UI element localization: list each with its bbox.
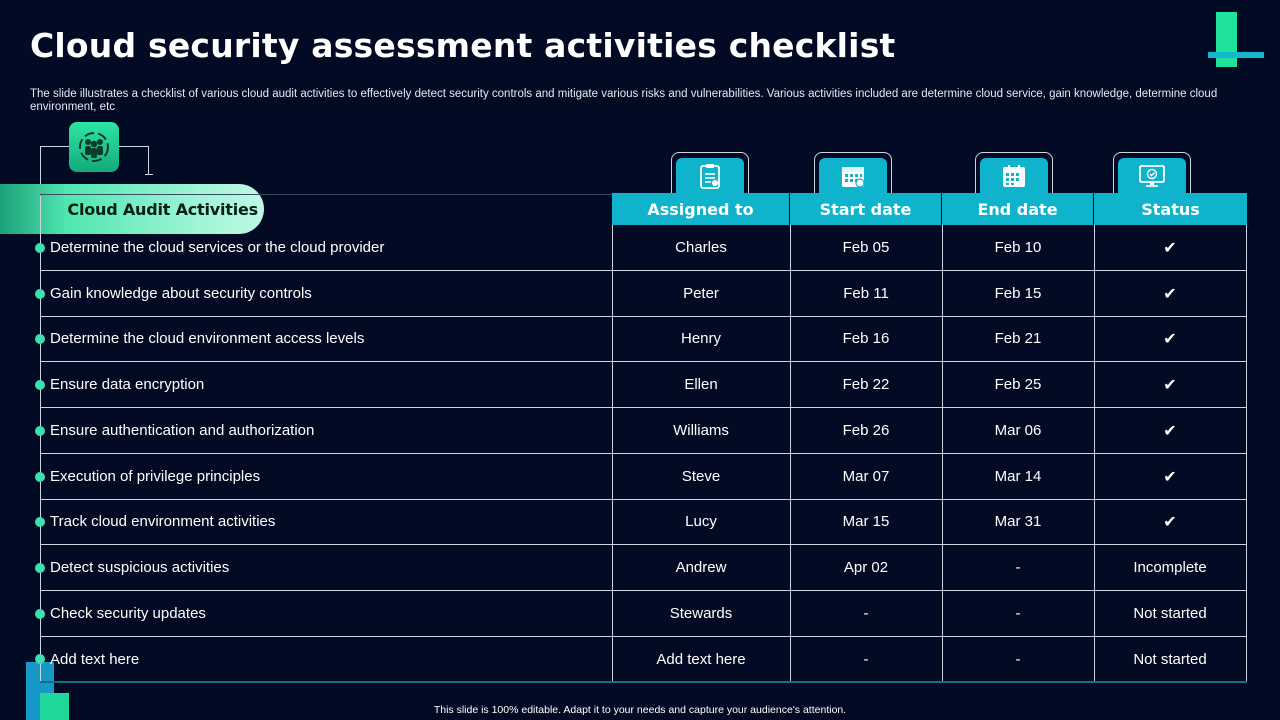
assigned-cell: Add text here (656, 650, 746, 668)
header-status: Status (1094, 193, 1247, 225)
bracket-tick (145, 174, 153, 175)
row-bullet (35, 380, 45, 390)
assigned-cell: Charles (675, 239, 727, 256)
assigned-cell: Ellen (684, 376, 718, 393)
status-cell: ✔ (1163, 468, 1177, 486)
assigned-cell: Andrew (675, 559, 727, 576)
header-end-date: End date (942, 193, 1094, 225)
row-bullet (35, 243, 45, 253)
deco-top-right-bar (1216, 12, 1237, 67)
checklist-table (40, 225, 1247, 682)
deco-top-right-stripe (1208, 52, 1264, 58)
status-cell: ✔ (1163, 513, 1177, 531)
assigned-cell: Steve (681, 468, 721, 485)
table-row (40, 362, 1247, 408)
status-cell: ✔ (1163, 422, 1177, 440)
start-date-cell: Feb 05 (842, 239, 890, 256)
row-bullet (35, 289, 45, 299)
row-bullet (35, 654, 45, 664)
status-cell: ✔ (1163, 330, 1177, 348)
table-row (40, 545, 1247, 591)
start-date-cell: Feb 22 (842, 376, 890, 393)
calendar-clock-icon (1001, 163, 1027, 189)
status-cell: Incomplete (1133, 559, 1207, 576)
assigned-cell: Stewards (669, 605, 733, 622)
row-bullet (35, 472, 45, 482)
activity-cell: Ensure authentication and authorization (50, 422, 315, 439)
end-date-cell: - (1015, 605, 1021, 622)
footer-note: This slide is 100% editable. Adapt it to your needs and capture your audience's attention. (433, 704, 847, 716)
row-bullet (35, 609, 45, 619)
header-divider (40, 194, 612, 195)
end-date-cell: Mar 06 (994, 422, 1042, 439)
activity-cell: Track cloud environment activities (50, 513, 276, 530)
activity-cell: Determine the cloud services or the cloud provider (50, 239, 385, 256)
row-bullet (35, 334, 45, 344)
table-row (40, 316, 1247, 362)
end-date-cell: Feb 21 (994, 330, 1042, 347)
start-date-cell: Feb 11 (843, 285, 889, 302)
table-row (40, 591, 1247, 637)
header-start-date: Start date (790, 193, 942, 225)
team-cycle-icon (69, 122, 119, 172)
end-date-cell: Feb 25 (994, 376, 1042, 393)
status-cell: ✔ (1163, 239, 1177, 257)
status-cell: ✔ (1163, 376, 1177, 394)
end-date-cell: - (1015, 650, 1021, 668)
end-date-cell: Mar 31 (994, 513, 1042, 530)
activity-cell: Execution of privilege principles (50, 468, 261, 485)
end-date-cell: - (1015, 559, 1021, 576)
row-bullet (35, 426, 45, 436)
header-assigned: Assigned to (612, 193, 790, 225)
row-bullet (35, 517, 45, 527)
start-date-cell: Mar 15 (842, 513, 890, 530)
status-cell: Not started (1133, 650, 1207, 668)
assigned-cell: Williams (673, 422, 729, 439)
calendar-icon (840, 163, 866, 189)
table-row (40, 499, 1247, 545)
end-header-icon-frame (975, 152, 1053, 194)
status-header-icon-frame (1113, 152, 1191, 194)
assigned-cell: Peter (683, 285, 719, 302)
end-date-cell: Mar 14 (994, 468, 1042, 485)
start-date-cell: Mar 07 (842, 468, 890, 485)
start-header-icon-frame (814, 152, 892, 194)
section-label: Cloud Audit Activities (67, 199, 258, 219)
table-row (40, 225, 1247, 271)
start-date-cell: - (863, 605, 869, 622)
assigned-cell: Henry (680, 330, 721, 347)
slide-subtitle: The slide illustrates a checklist of various cloud audit activities to effectively detect security controls and mitigate various risks and vulnerabilities. Various activities included are determine cloud service, gain knowledge, determine cloud environment, etc (30, 88, 1218, 113)
monitor-icon (1138, 163, 1166, 189)
status-cell: Not started (1133, 605, 1207, 622)
start-date-cell: Apr 02 (843, 559, 889, 576)
table-row (40, 271, 1247, 317)
status-cell: ✔ (1163, 285, 1177, 303)
row-bullet (35, 563, 45, 573)
table-row (40, 454, 1247, 500)
table-header (612, 193, 1247, 225)
activity-cell: Detect suspicious activities (50, 559, 230, 576)
clipboard-icon (699, 163, 721, 189)
activity-cell: Gain knowledge about security controls (50, 285, 312, 302)
activity-cell: Check security updates (50, 605, 206, 622)
start-date-cell: Feb 26 (842, 422, 890, 439)
assigned-cell: Lucy (685, 513, 717, 530)
start-date-cell: - (863, 650, 869, 668)
bracket-right (119, 146, 149, 174)
slide-title: Cloud security assessment activities checklist (30, 26, 896, 65)
activity-cell: Add text here (50, 650, 140, 668)
end-date-cell: Feb 15 (994, 285, 1042, 302)
assigned-header-icon-frame (671, 152, 749, 194)
table-row (40, 408, 1247, 454)
table-row (40, 636, 1247, 682)
start-date-cell: Feb 16 (842, 330, 890, 347)
activity-cell: Ensure data encryption (50, 376, 205, 393)
activity-cell: Determine the cloud environment access levels (50, 330, 365, 347)
table-bottom-accent (40, 681, 1247, 683)
end-date-cell: Feb 10 (994, 239, 1042, 256)
